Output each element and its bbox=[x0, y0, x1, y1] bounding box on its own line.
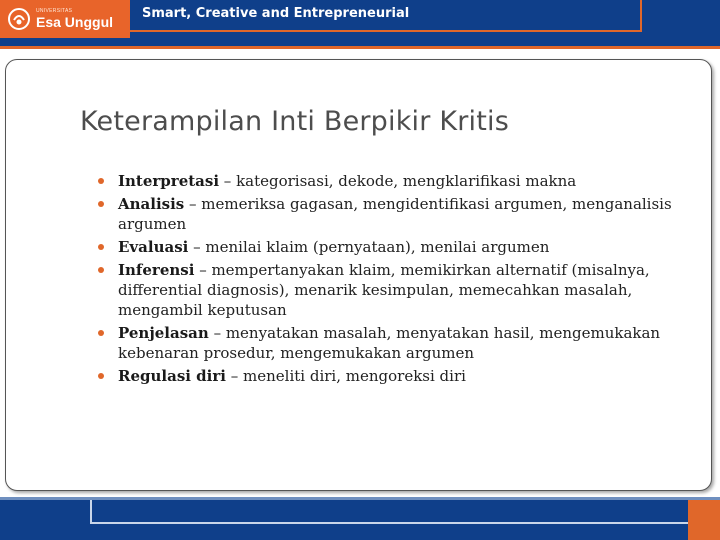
bullet-item-penjelasan bbox=[98, 323, 678, 363]
header-stripe bbox=[0, 46, 720, 49]
bullet-dot-icon bbox=[98, 178, 104, 184]
bullet-desc: – kategorisasi, dekode, mengklarifikasi makna bbox=[219, 172, 577, 190]
logo-small-text: UNIVERSITAS bbox=[36, 8, 73, 14]
bullet-desc: – menyatakan masalah, menyatakan hasil, mengemukakan kebenaran prosedur, mengemukakan argumen bbox=[118, 324, 661, 362]
footer-frame bbox=[90, 500, 688, 524]
bullet-term: Regulasi diri bbox=[118, 367, 226, 385]
bullet-desc: – meneliti diri, mengoreksi diri bbox=[225, 367, 466, 385]
bullet-term: Analisis bbox=[118, 195, 185, 213]
bullet-desc: – mempertanyakan klaim, memikirkan alternatif (misalnya, differential diagnosis), menarik kesimpulan, memecahkan masalah, mengambil keputusan bbox=[118, 261, 650, 319]
slide-title: Keterampilan Inti Berpikir Kritis bbox=[80, 106, 510, 137]
university-logo bbox=[0, 0, 130, 38]
bullet-desc: – menilai klaim (pernyataan), menilai argumen bbox=[188, 238, 550, 256]
bullet-dot-icon bbox=[98, 201, 104, 207]
bullet-term: Interpretasi bbox=[118, 172, 220, 190]
bullet-desc: – memeriksa gagasan, mengidentifikasi argumen, menganalisis argumen bbox=[118, 195, 672, 233]
bullet-dot-icon bbox=[98, 244, 104, 250]
header-underline bbox=[130, 30, 642, 32]
bullet-term: Evaluasi bbox=[118, 238, 189, 256]
bullet-dot-icon bbox=[98, 330, 104, 336]
bullet-term: Inferensi bbox=[118, 261, 195, 279]
bullet-dot-icon bbox=[98, 267, 104, 273]
footer-accent bbox=[688, 500, 720, 540]
bullet-list bbox=[98, 171, 678, 389]
bullet-item-analisis bbox=[98, 194, 678, 234]
logo-name: Esa Unggul bbox=[36, 14, 114, 30]
tagline: Smart, Creative and Entrepreneurial bbox=[142, 6, 410, 21]
header-divider bbox=[640, 0, 642, 30]
bullet-dot-icon bbox=[98, 373, 104, 379]
bullet-item-interpretasi bbox=[98, 171, 678, 191]
bullet-term: Penjelasan bbox=[118, 324, 209, 342]
logo-mark-icon bbox=[8, 8, 30, 30]
bullet-item-evaluasi bbox=[98, 237, 678, 257]
bullet-item-inferensi bbox=[98, 260, 678, 320]
bullet-item-regulasi-diri bbox=[98, 366, 678, 386]
